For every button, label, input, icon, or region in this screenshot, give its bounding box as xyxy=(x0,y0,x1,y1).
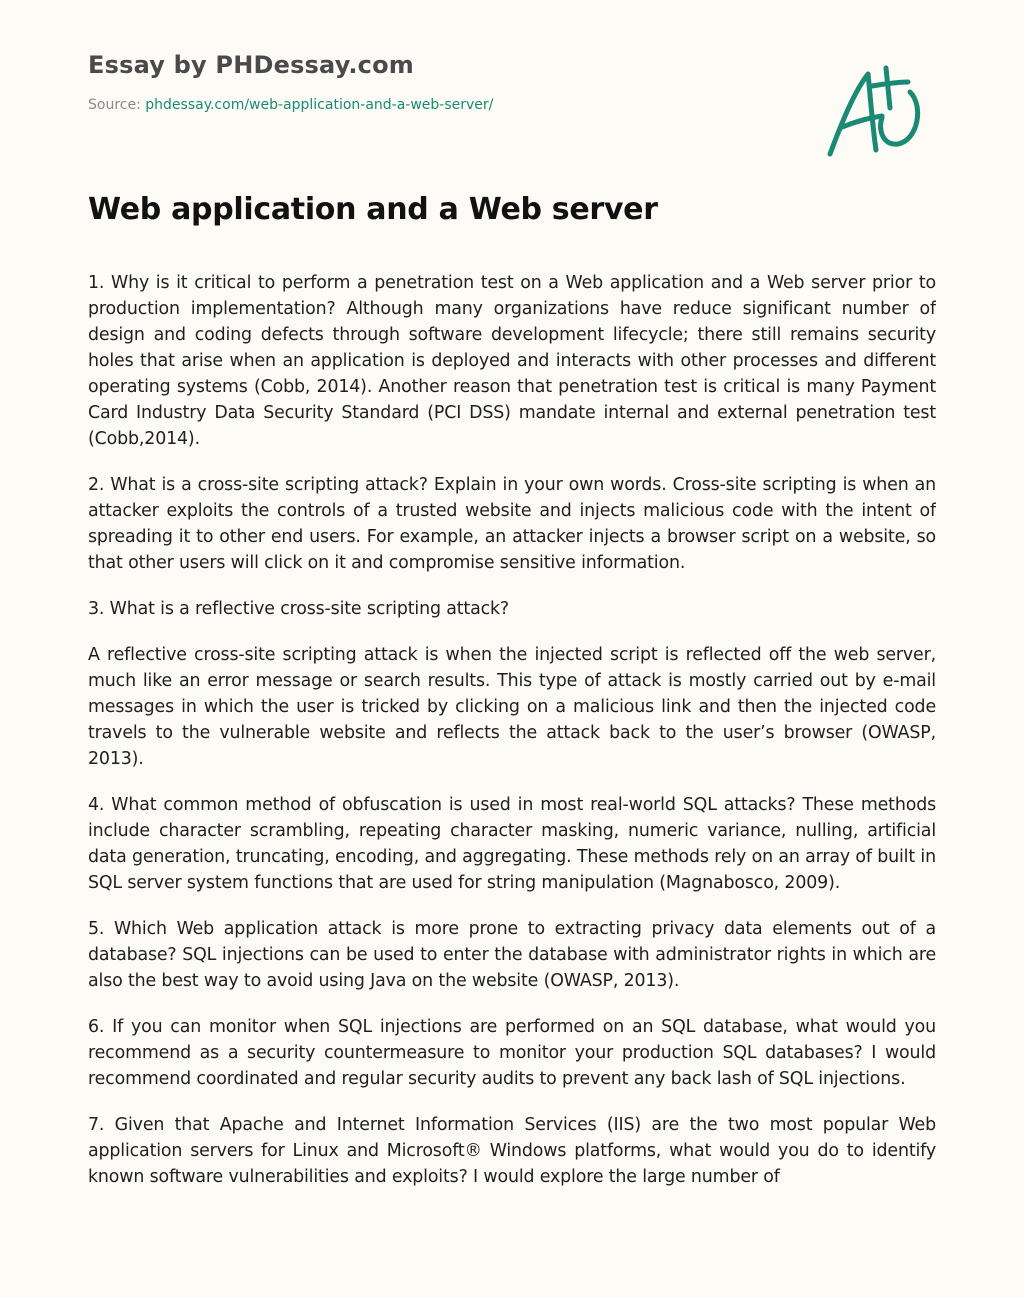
paragraph-3: 3. What is a reflective cross-site scripting attack? xyxy=(88,599,509,619)
paragraph-8: 7. Given that Apache and Internet Information Services (IIS) are the two most popular Web application servers for Linux and Microsoft® Windows platforms, what would you do to identify known software vulnerabilities and exploits? I would explore the large number of xyxy=(88,1115,936,1187)
paragraph-2: 2. What is a cross-site scripting attack? Explain in your own words. Cross-site scripting is when an attacker exploits the controls of a trusted website and injects malicious code with the intent of spreading it to other end users. For example, an attacker injects a browser script on a website, so that other users will click on it and compromise sensitive information. xyxy=(88,475,936,573)
source-line xyxy=(88,95,788,115)
a-plus-logo-icon xyxy=(820,62,930,162)
site-brand[interactable]: Essay by PHDessay.com xyxy=(88,51,414,79)
paragraph-6: 5. Which Web application attack is more prone to extracting privacy data elements out of a database? SQL injections can be used to enter the database with administrator rights in which are also the best way to avoid using Java on the website (OWASP, 2013). xyxy=(88,919,936,991)
essay-title: Web application and a Web server xyxy=(88,192,658,227)
source-label: Source: xyxy=(88,97,141,113)
paragraph-4: A reflective cross-site scripting attack is when the injected script is reflected off the web server, much like an error message or search results. This type of attack is mostly carried out by e-mail messages in which the user is tricked by clicking on a malicious link and then the injected code travels to the vulnerable website and reflects the attack back to the user’s browser (OWASP, 2013). xyxy=(88,645,936,769)
paragraph-1: 1. Why is it critical to perform a penetration test on a Web application and a Web server prior to production implementation? Although many organizations have reduce significant number of design and coding defects through software development lifecycle; there still remains security holes that arise when an application is deployed and interacts with other processes and different operating systems (Cobb, 2014). Another reason that penetration test is critical is many Payment Card Industry Data Security Standard (PCI DSS) mandate internal and external penetration test (Cobb,2014). xyxy=(88,273,936,449)
source-link[interactable]: phdessay.com/web-application-and-a-web-server/ xyxy=(145,97,494,113)
essay-body xyxy=(88,270,936,1255)
essay-header xyxy=(88,48,788,115)
paragraph-5: 4. What common method of obfuscation is used in most real-world SQL attacks? These methods include character scrambling, repeating character masking, numeric variance, nulling, artificial data generation, truncating, encoding, and aggregating. These methods rely on an array of built in SQL server system functions that are used for string manipulation (Magnabosco, 2009). xyxy=(88,795,936,893)
paragraph-7: 6. If you can monitor when SQL injections are performed on an SQL database, what would you recommend as a security countermeasure to monitor your production SQL databases? I would recommend coordinated and regular security audits to prevent any back lash of SQL injections. xyxy=(88,1017,936,1089)
